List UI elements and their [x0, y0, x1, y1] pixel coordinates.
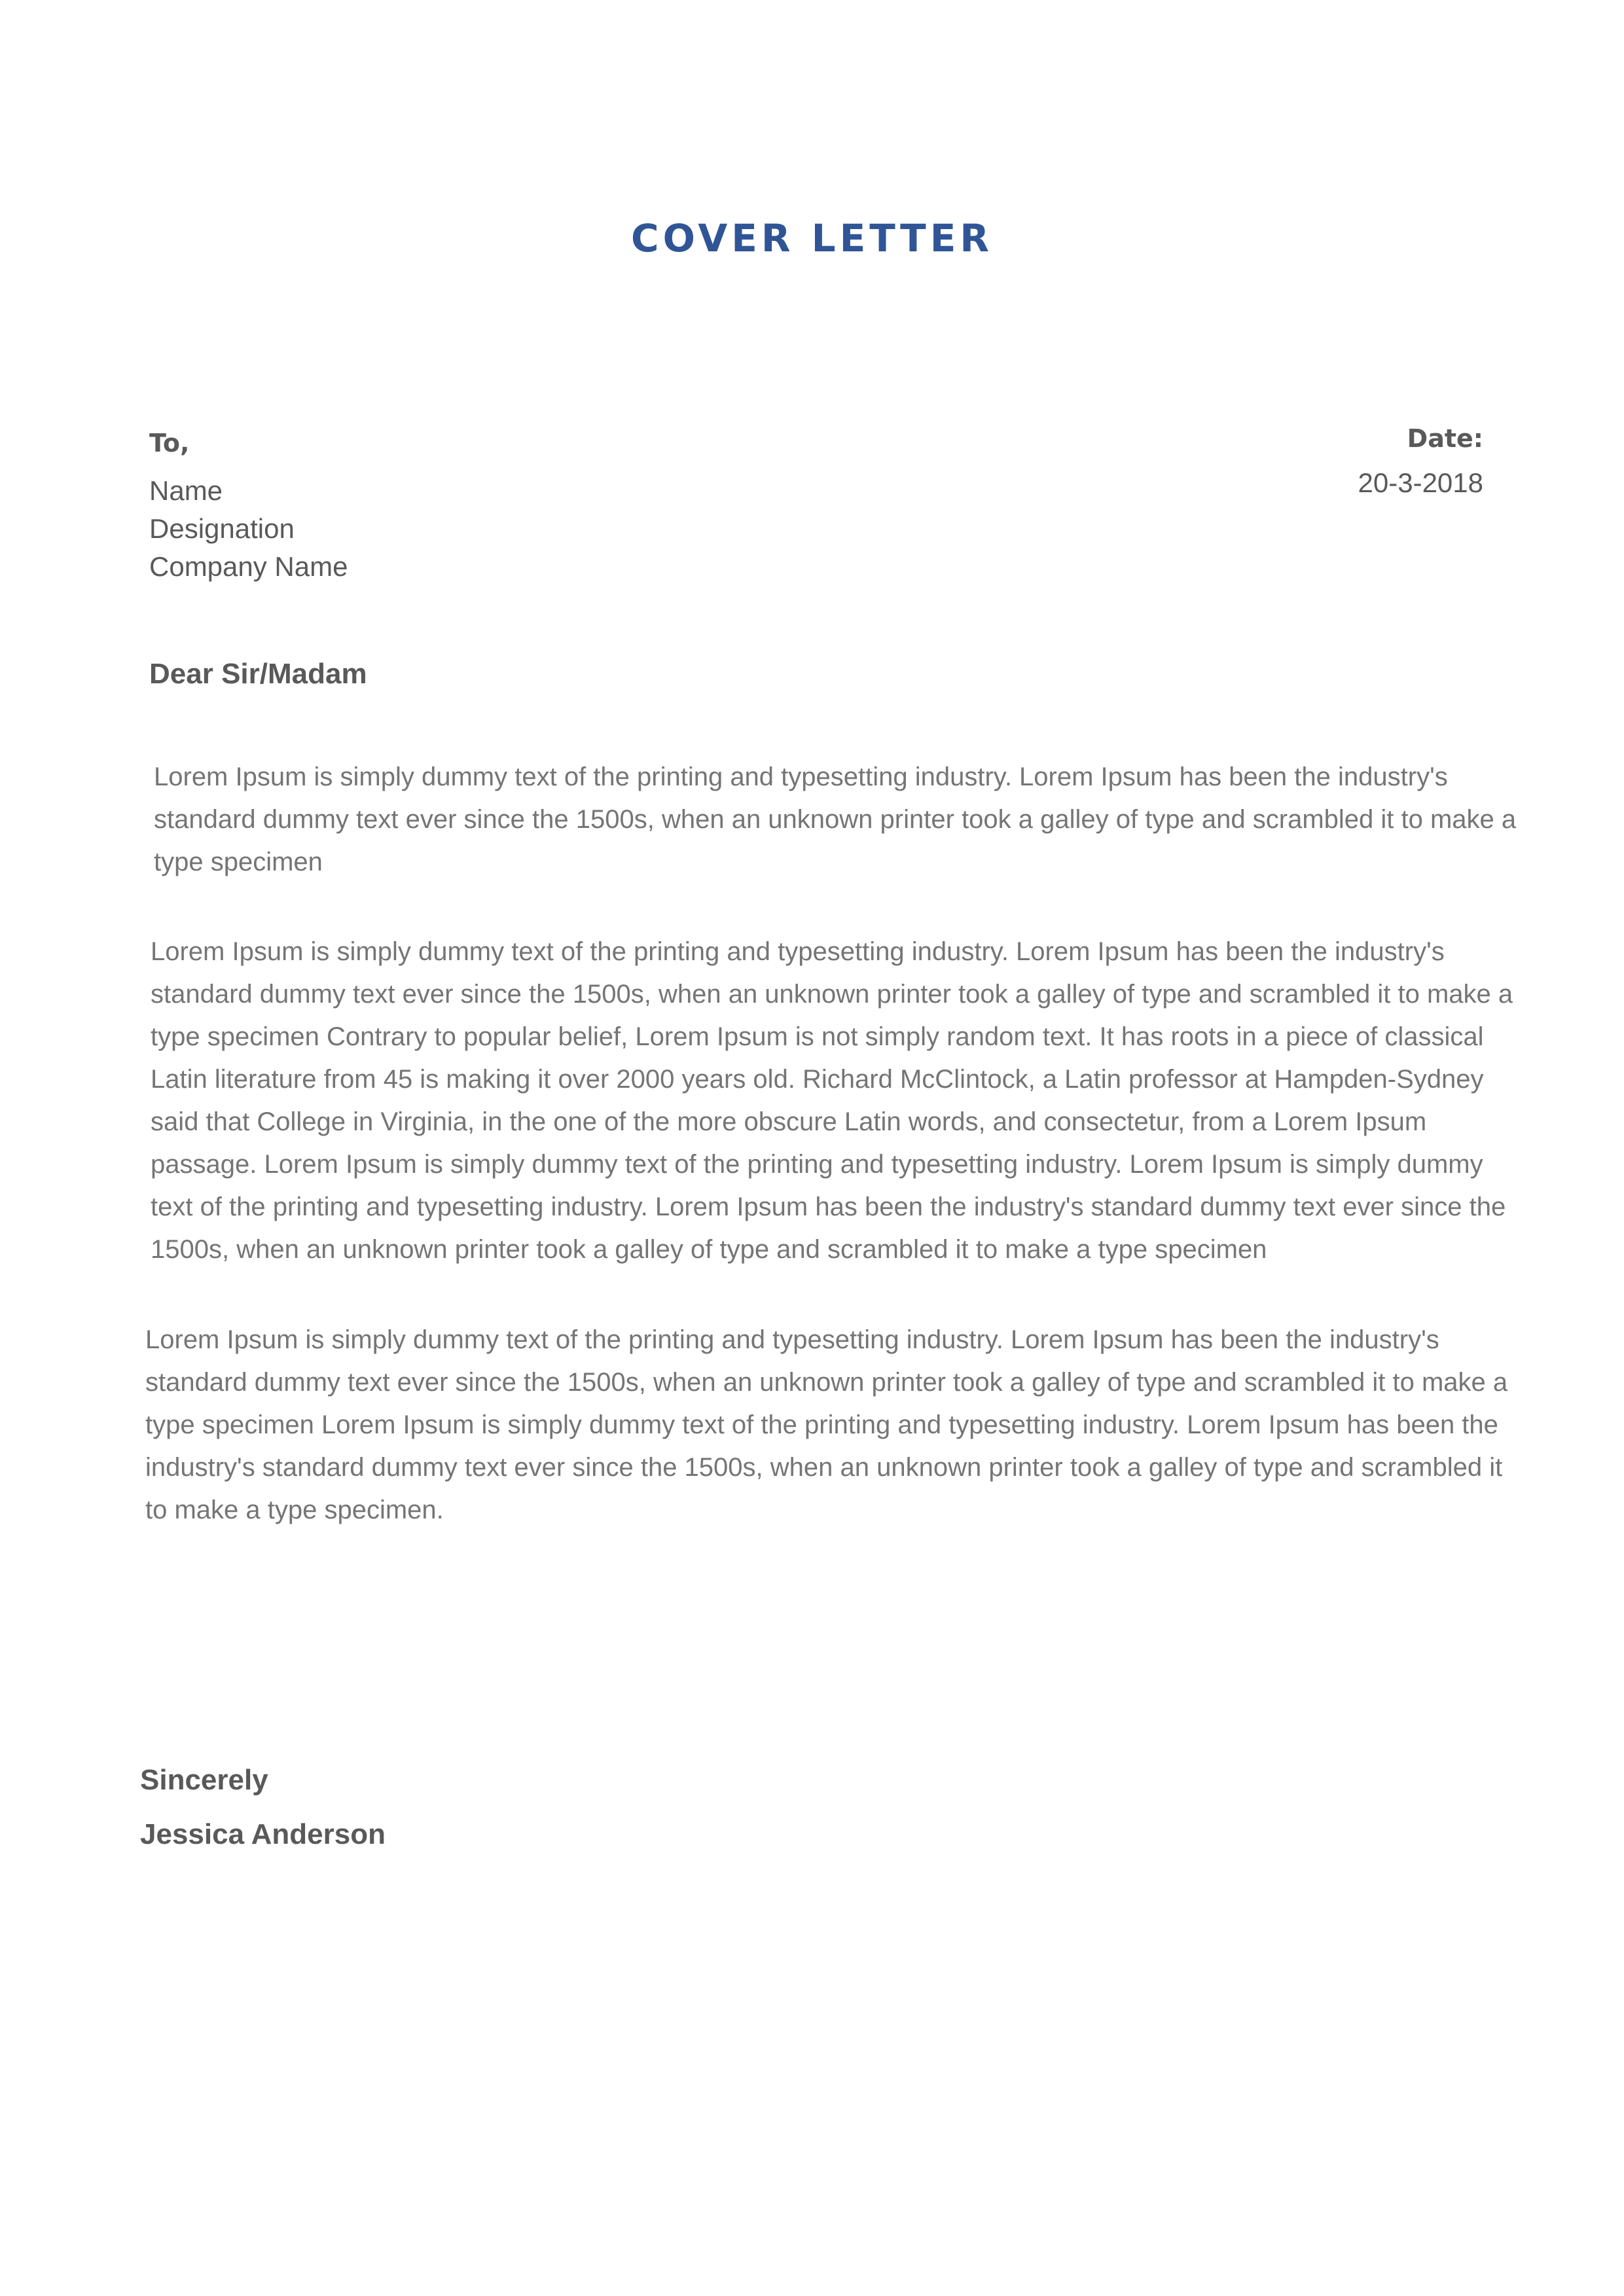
recipient-name: Name — [149, 475, 223, 506]
page-title: COVER LETTER — [631, 216, 993, 260]
recipient-block — [149, 429, 348, 586]
body-paragraph-3: Lorem Ipsum is simply dummy text of the printing and typesetting industry. Lorem Ipsum has been the industry's standard dummy text ever since the 1500s, when an unknown printer took a galley of type and scrambled it to make a type specimen Lorem Ipsum is simply dummy text of the printing and typesetting industry. Lorem Ipsum has been the industry's standard dummy text ever since the 1500s, when an unknown printer took a galley of type and scrambled it to make a type specimen. — [145, 1325, 1508, 1524]
closing-line: Sincerely — [140, 1764, 268, 1796]
signature-name: Jessica Anderson — [140, 1818, 386, 1850]
date-label: Date: — [1407, 424, 1483, 453]
body-paragraph-1: Lorem Ipsum is simply dummy text of the printing and typesetting industry. Lorem Ipsum has been the industry's standard dummy text ever since the 1500s, when an unknown printer took a galley of type and scrambled it to make a type specimen — [154, 762, 1517, 876]
recipient-designation: Designation — [149, 513, 295, 544]
date-block — [1358, 424, 1483, 499]
salutation: Dear Sir/Madam — [149, 658, 367, 690]
recipient-label: To, — [149, 429, 190, 457]
recipient-company: Company Name — [149, 551, 348, 582]
body-paragraph-2: Lorem Ipsum is simply dummy text of the printing and typesetting industry. Lorem Ipsum has been the industry's standard dummy text ever since the 1500s, when an unknown printer took a galley of type and scrambled it to make a type specimen Contrary to popular belief, Lorem Ipsum is not simply random text. It has roots in a piece of classical Latin literature from 45 is making it over 2000 years old. Richard McClintock, a Latin professor at Hampden-Sydney said that College in Virginia, in the one of the more obscure Latin words, and consectetur, from a Lorem Ipsum passage. Lorem Ipsum is simply dummy text of the printing and typesetting industry. Lorem Ipsum is simply dummy text of the printing and typesetting industry. Lorem Ipsum has been the industry's standard dummy text ever since the 1500s, when an unknown printer took a galley of type and scrambled it to make a type specimen — [151, 937, 1513, 1264]
date-value: 20-3-2018 — [1358, 467, 1483, 498]
